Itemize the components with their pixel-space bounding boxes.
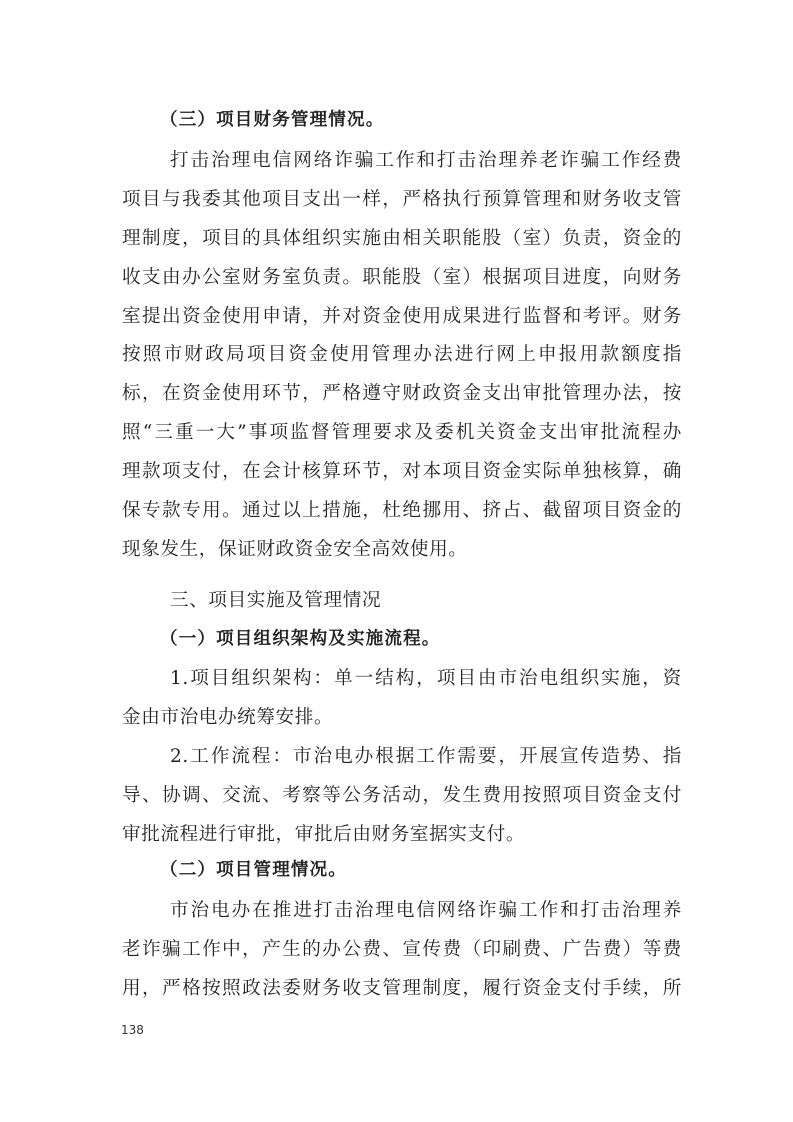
paragraph-line: 按照市财政局项目资金使用管理办法进行网上申报用款额度指 [122, 344, 682, 366]
paragraph-line: 保专款专用。通过以上措施，杜绝挪用、挤占、截留项目资金的 [122, 500, 682, 522]
section-title-implementation [122, 582, 682, 621]
paragraph-line: 用，严格按照政法委财务收支管理制度，履行资金支付手续，所 [122, 977, 682, 999]
heading-text: （一）项目组织架构及实施流程。 [160, 629, 441, 649]
paragraph-project-management [122, 892, 682, 1009]
paragraph-line: 标，在资金使用环节，严格遵守财政资金支出审批管理办法，按 [122, 383, 682, 405]
paragraph-line: 导、协调、交流、考察等公务活动，发生费用按照项目资金支付 [122, 784, 682, 806]
page-number: 138 [121, 1023, 144, 1037]
section-title-text: 三、项目实施及管理情况 [170, 590, 382, 611]
paragraph-line: 理款项支付，在会计核算环节，对本项目资金实际单独核算，确 [122, 461, 682, 483]
paragraph-line: 老诈骗工作中，产生的办公费、宣传费（印刷费、广告费）等费 [122, 938, 682, 960]
paragraph-line: 现象发生，保证财政资金安全高效使用。 [122, 538, 468, 560]
section-heading-finance-management [122, 101, 682, 140]
paragraph-line: 审批流程进行审批，审批后由财务室据实支付。 [122, 823, 526, 845]
paragraph-line: 项目与我委其他项目支出一样，严格执行预算管理和财务收支管 [122, 188, 682, 210]
paragraph-line: 照“三重一大”事项监督管理要求及委机关资金支出审批流程办 [122, 422, 682, 444]
heading-text: （三）项目财务管理情况。 [160, 110, 385, 130]
section-heading-project-management [122, 851, 682, 890]
section-heading-organization [122, 620, 682, 659]
list-item-workflow [122, 738, 682, 855]
paragraph-line: 市治电办在推进打击治理电信网络诈骗工作和打击治理养 [170, 900, 682, 921]
paragraph-line: 收支由办公室财务室负责。职能股（室）根据项目进度，向财务 [122, 266, 682, 288]
list-item-organization-structure [122, 660, 682, 738]
paragraph-line: 室提出资金使用申请，并对资金使用成果进行监督和考评。财务 [122, 305, 682, 327]
paragraph-line: 打击治理电信网络诈骗工作和打击治理养老诈骗工作经费 [170, 150, 682, 171]
paragraph-line: 金由市治电办统筹安排。 [122, 706, 334, 728]
heading-text: （二）项目管理情况。 [160, 860, 347, 880]
paragraph-line: 1.项目组织架构：单一结构，项目由市治电组织实施，资 [170, 668, 682, 689]
paragraph-finance-management [122, 142, 682, 570]
paragraph-line: 理制度，项目的具体组织实施由相关职能股（室）负责，资金的 [122, 227, 682, 249]
paragraph-line: 2.工作流程：市治电办根据工作需要，开展宣传造势、指 [170, 746, 682, 767]
